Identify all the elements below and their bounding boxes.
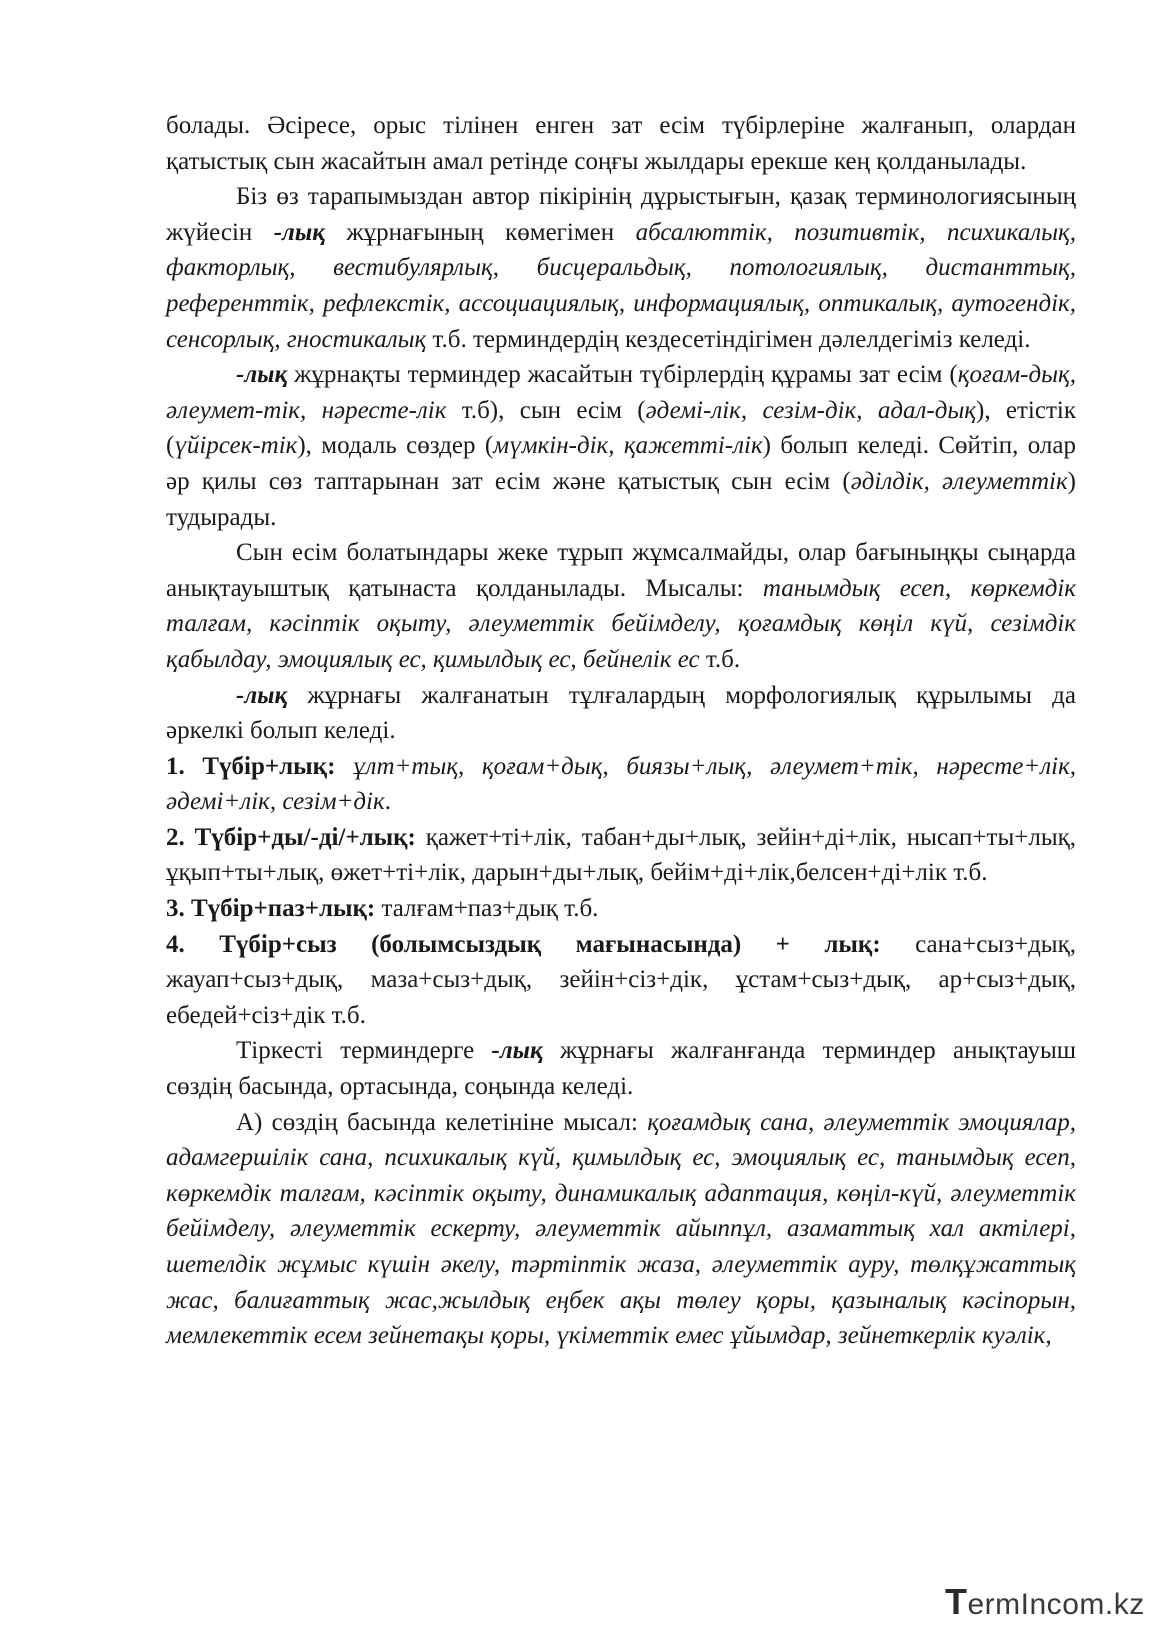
paragraph [166,891,1076,927]
text-run: Біз өз тарапымыздан автор пікірінің дұрыстығын, қазақ терминологиясының жүйесін [166,183,1076,246]
italic-example-run: қоғамдық сана, әлеуметтік эмоциялар, адамгершілік сана, психикалық күй, қимылдық ес, эмоциялық ес, танымдық есеп, көркемдік талғам, кәсіптік оқыту, динамикалық адаптация, көңіл-күй, әлеуметтік бейімделу, әлеуметтік ескерту, әлеуметтік айыппұл, азаматтық хал актілері, шетелдік жұмыс күшін әкелу, тәртіптік жаза, әлеуметтік ауру, төлқұжаттық жас, балиғаттық жас,жылдық еңбек ақы төлеу қоры, қазыналық кәсіпорын, мемлекеттік есем зейнетақы қоры, үкіметтік емес ұйымдар, зейнеткерлік куәлік, [166,1108,1077,1350]
italic-example-run: ұлт+тық, қоғам+дық, биязы+лық, әлеумет+тік, нәресте+лік, әдемі+лік, сезім+дік [166,752,1077,816]
italic-example-run: танымдық есеп, көркемдік талғам, кәсіптік оқыту, әлеуметтік бейімделу, қоғамдық көңіл күй, сезімдік қабылдау, эмоциялық ес, қимылдық ес, бейнелік ес [166,574,1076,673]
text-run: ), модаль сөздер ( [297,432,494,460]
paragraph [166,108,1076,179]
italic-example-run: әдемі-лік, сезім-дік, адал-дық [645,396,976,424]
text-run: болады. Әсіресе, орыс тілінен енген зат есім түбірлеріне жалғанып, олардан қатыстық сын жасайтын амал ретінде соңғы жылдары ерекше кең қолданылады. [166,112,1076,175]
paragraph [166,678,1076,749]
suffix-term: -лық [491,1037,543,1065]
text-run [335,753,353,780]
italic-example-run: мүмкін-дік, қажетті-лік [493,432,763,460]
text-run: . [384,788,391,816]
suffix-term: -лық [236,681,288,709]
paragraph [166,749,1076,820]
logo-letter-t: T [945,1581,968,1622]
paragraph [166,179,1076,357]
paragraph [166,357,1076,535]
suffix-term: -лық [236,361,288,389]
logo-text-part-1: ermInc [967,1588,1063,1621]
bold-heading-run: 3. Түбір+паз+лық: [166,895,376,923]
text-run: ) болып келеді. Сөйтіп, олар әр қилы сөз таптарынан зат есім және қатыстық сын есім ( [166,432,1077,495]
text-run: т.б), сын есім ( [446,396,646,424]
paragraph [166,820,1076,891]
text-run: т.б. терминдердің кездесетіндігімен дәлелдегіміз келеді. [426,325,1031,353]
text-run: ), етістік ( [166,396,1076,460]
text-run: Сын есім болатындары жеке тұрып жұмсалмайды, олар бағыныңқы сыңарда анықтауыштық қатынаста қолданылады. Мысалы: [166,539,1076,602]
text-run: А) сөздің басында келетініне мысал: [236,1108,648,1136]
text-run: Тіркесті терминдерге [236,1037,492,1065]
logo-o-ring: o [1062,1588,1080,1621]
paragraph [166,1033,1076,1104]
bold-heading-run: 1. Түбір+лық: [166,752,336,780]
italic-example-run: абсалюттік, позитивтік, психикалық, факторлық, вестибулярлық, бисцеральдық, потологиялық, дистанттық, референттік, рефлекстік, ассоциациялық, информациялық, оптикалық, аутогендік, сенсорлық, гностикалық [166,218,1076,353]
text-run: жұрнағы жалғанатын тұлғалардың морфологиялық құрылымы да әркелкі болып келеді. [166,681,1076,745]
italic-example-run: қоғам-дық, әлеумет-тік, нәресте-лік [166,361,1076,424]
terminkom-logo [945,1582,1145,1622]
italic-example-run: үйірсек-тік [174,432,298,460]
text-run: сана+сыз+дық, жауап+сыз+дық, маза+сыз+дық, зейін+сіз+дік, ұстам+сыз+дық, ар+сыз+дық, ебедей+сіз+дік т.б. [166,930,1076,1029]
document-body [166,108,1076,1354]
text-run: жұрнағы жалғанғанда терминдер анықтауыш сөздің басында, ортасында, соңында келеді. [166,1037,1076,1101]
logo-text-part-2: m.kz [1079,1588,1145,1621]
suffix-term: -лық [273,218,325,246]
bold-heading-run: 4. Түбір+сыз (болымсыздық мағынасында) + лық: [166,930,881,958]
paragraph [166,1105,1076,1354]
text-run: ) тудырады. [166,467,1076,531]
italic-example-run: әділдік, әлеуметтік [850,467,1068,495]
text-run: жұрнақты терминдер жасайтын түбірлердің құрамы зат есім ( [287,361,958,389]
text-run: қажет+ті+лік, табан+ды+лық, зейін+ді+лік, нысап+ты+лық, ұқып+ты+лық, өжет+ті+лік, дарын+ды+лық, бейім+ді+лік,белсен+ді+лік т.б. [166,823,1077,887]
paragraph [166,927,1076,1034]
bold-heading-run: 2. Түбір+ды/-ді/+лық: [166,823,416,851]
text-run: талғам+паз+дық т.б. [375,895,599,923]
paragraph [166,535,1076,677]
text-run: т.б. [699,645,741,673]
text-run: жұрнағының көмегімен [324,218,636,246]
